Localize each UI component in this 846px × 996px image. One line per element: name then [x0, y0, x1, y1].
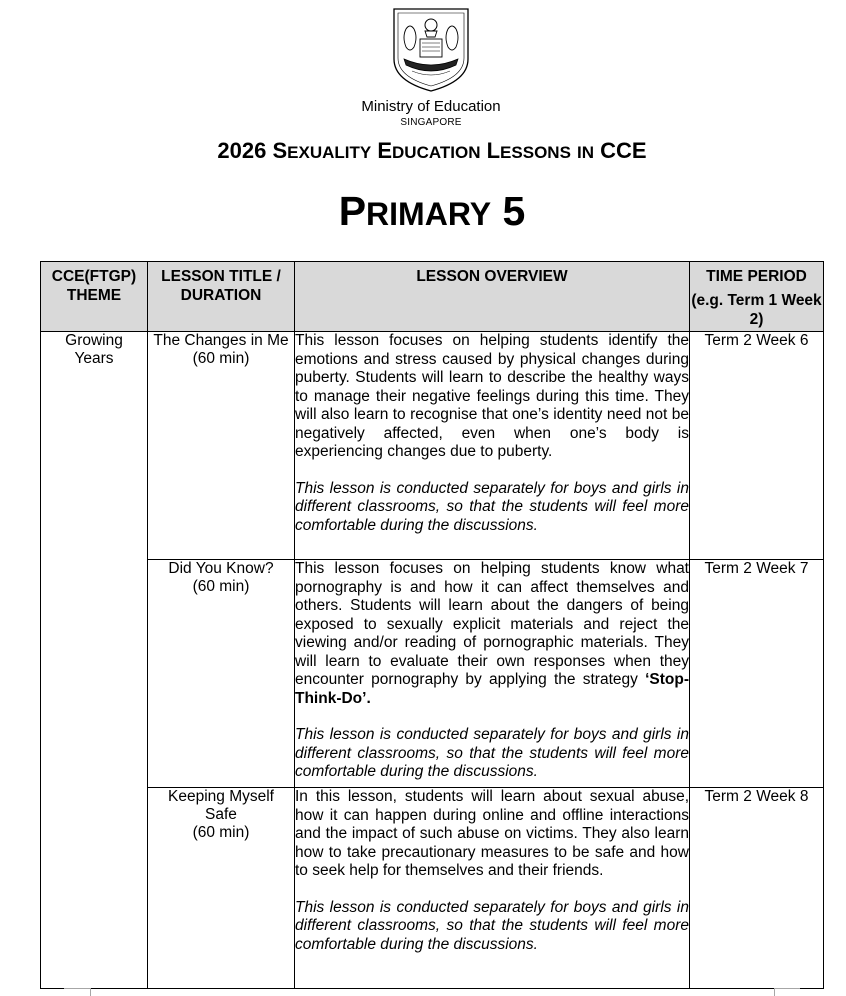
document-title [0, 138, 846, 164]
lesson-title: The Changes in Me [153, 332, 289, 349]
overview-note: This lesson is conducted separately for boys and girls in different classrooms, so that the students will feel more comfortable during the discussions. [295, 479, 689, 534]
title-word: IN [577, 143, 595, 162]
overview-text: This lesson focuses on helping students identify the emotions and stress caused by physical changes during puberty. Students will learn to describe the healthy ways to manage their negative feelings during this time. They will also learn to recognise that one’s identity need not be negatively affected, even when one’s body is experiencing changes due to puberty. [295, 332, 689, 460]
theme-cell: Growing Years [41, 332, 148, 989]
overview-note: This lesson is conducted separately for boys and girls in different classrooms, so that the students will feel more comfortable during the discussions. [295, 898, 689, 953]
crop-mark-left-v [90, 988, 91, 996]
lesson-title: Keeping Myself Safe [168, 788, 274, 823]
org-name: Ministry of Education [361, 98, 501, 115]
overview-text: This lesson focuses on helping students know what pornography is and how it can affect themselves and others. Students will learn about the dangers of being exposed to sexually explicit materials and reject the viewing and/or reading of pornographic materials. They will learn to evaluate their own responses when they encounter pornography by applying the strategy ‘Stop-Think-Do’. [295, 560, 689, 707]
table-row [41, 788, 824, 989]
table-header-row [41, 262, 824, 332]
lesson-overview-cell [295, 332, 690, 560]
lesson-title-cell [148, 332, 295, 560]
moe-crest-icon [392, 7, 470, 93]
lesson-duration: (60 min) [192, 578, 250, 595]
crop-mark-left-h [64, 988, 90, 989]
lesson-title: Did You Know? [168, 560, 274, 577]
table-row [41, 560, 824, 788]
lesson-duration: (60 min) [192, 350, 250, 367]
crop-mark-right-v [774, 988, 775, 996]
crop-mark-right-h [774, 988, 800, 989]
lessons-table [40, 261, 824, 989]
org-country: SINGAPORE [400, 117, 462, 128]
header-time-example: (e.g. Term 1 Week 2) [691, 292, 822, 328]
strategy-name: ‘Stop-Think-Do’. [295, 671, 689, 707]
title-word: CCE [600, 138, 647, 163]
lesson-overview-cell [295, 788, 690, 989]
title-year: 2026 [217, 138, 267, 163]
lesson-title-cell [148, 560, 295, 788]
title-word: LESSONS [486, 138, 571, 163]
lesson-overview-cell [295, 560, 690, 788]
time-period-cell: Term 2 Week 6 [690, 332, 824, 560]
table-row [41, 332, 824, 560]
title-word: SEXUALITY [272, 138, 372, 163]
time-period-cell: Term 2 Week 7 [690, 560, 824, 788]
title-word: EDUCATION [377, 138, 481, 163]
header-lesson-overview: LESSON OVERVIEW [295, 262, 690, 332]
grade-title: PRIMARY 5 [338, 188, 526, 234]
time-period-cell: Term 2 Week 8 [690, 788, 824, 989]
header-lesson-title: LESSON TITLE / DURATION [148, 262, 295, 332]
header-time-period: TIME PERIOD (e.g. Term 1 Week 2) [690, 262, 824, 332]
overview-note: This lesson is conducted separately for boys and girls in different classrooms, so that the students will feel more comfortable during the discussions. [295, 726, 689, 780]
lesson-title-cell [148, 788, 295, 989]
header-theme: CCE(FTGP) THEME [41, 262, 148, 332]
overview-text: In this lesson, students will learn about sexual abuse, how it can happen during online and offline interactions and the impact of such abuse on victims. They also learn how to take precautionary measures to be safe and how to seek help for themselves and their friends. [295, 788, 689, 879]
lesson-duration: (60 min) [192, 824, 250, 841]
